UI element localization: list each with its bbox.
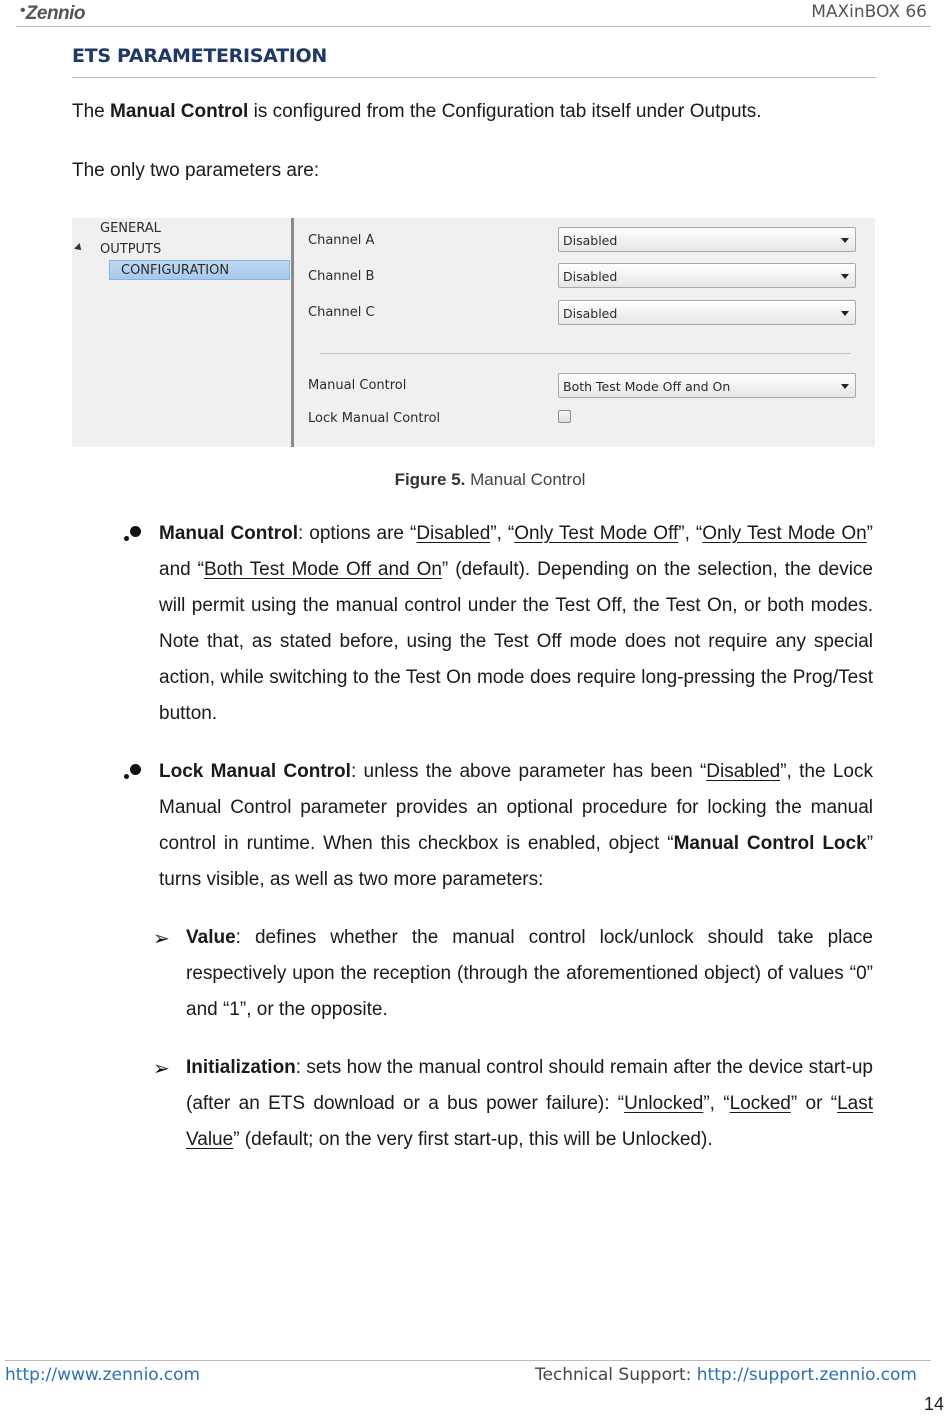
lock-text-1: : unless the above parameter has been “ [350,761,707,782]
checkbox-lock-manual-control[interactable] [558,410,571,423]
intro-text-suffix: is configured from the Configuration tab itself under Outputs. [248,101,762,122]
initialization-title: Initialization [186,1057,296,1078]
manual-control-title: Manual Control [159,523,298,544]
label-channel-a: Channel A [308,233,375,248]
caption-label: Figure 5. [394,470,466,489]
lock-manual-control-title: Lock Manual Control [159,761,351,782]
dropdown-value: Disabled [563,269,618,284]
document-title: MAXinBOX 66 [811,2,927,22]
object-manual-control-lock: Manual Control Lock [673,833,867,854]
support-link[interactable]: http://support.zennio.com [696,1365,917,1385]
option-only-test-mode-on: Only Test Mode On [702,523,867,544]
label-channel-b: Channel B [308,269,375,284]
init-text-3: ” or “ [790,1093,838,1114]
intro-paragraph [72,101,762,123]
value-title: Value [186,927,236,948]
option-locked: Locked [729,1093,791,1114]
intro-paragraph-2: The only two parameters are: [72,160,320,181]
label-lock-manual-control: Lock Manual Control [308,411,441,426]
header-divider [16,26,931,27]
value-text: : defines whether the manual control lock/unlock should take place respectively upon the reception (through the aforementioned object) of values “0” and “1”, or the opposite. [186,927,873,1020]
tree-item-outputs[interactable]: OUTPUTS [100,242,162,257]
dropdown-manual-control[interactable] [558,373,856,398]
logo-text: Zennio [25,3,86,24]
footer-support [535,1365,917,1385]
dropdown-value: Disabled [563,233,618,248]
support-label: Technical Support: [534,1365,697,1385]
arrow-bullet-icon: ➢ [153,1058,170,1080]
label-manual-control: Manual Control [308,378,407,393]
option-both-test-modes: Both Test Mode Off and On [203,559,442,580]
section-title: ETS PARAMETERISATION [72,45,327,67]
zennio-logo: •Zennio [20,2,86,24]
init-text-4: ” (default; on the very first start-up, this will be Unlocked). [233,1129,713,1150]
bullet-icon [124,764,142,780]
tree-item-general[interactable]: GENERAL [100,221,161,236]
manual-control-desc-text: (default). Depending on the selection, the device will permit using the manual control under the Test Off, the Test On, or both modes. Note that, as stated before, using the Test Off mode does not require any special action, while switching to the Test On mode does require long-pressing the Prog/Test button. [159,559,873,724]
label-channel-c: Channel C [308,305,375,320]
manual-control-description: Manual Control: options are “Disabled”, “Only Test Mode Off”, “Only Test Mode On” and “Both Test Mode Off and On” (default). Depending on the selection, the device will permit using the manual control under the Test Off, the Test On, or both modes. Note that, as stated before, using the Test Off mode does not require any special action, while switching to the Test On mode does require long-pressing the Prog/Test button. [159,523,873,724]
dropdown-value: Both Test Mode Off and On [563,379,731,394]
lock-manual-control-description [159,754,873,898]
tree-item-configuration[interactable]: CONFIGURATION [121,263,230,278]
initialization-description [186,1050,873,1158]
expand-arrow-icon[interactable] [74,243,84,253]
dropdown-value: Disabled [563,306,618,321]
intro-bold-term: Manual Control [110,101,249,122]
lock-text-3: ” turns visible, as well as two more parameters: [159,833,874,890]
section-divider [72,77,876,78]
arrow-bullet-icon: ➢ [153,928,170,950]
footer-website-link[interactable]: http://www.zennio.com [5,1365,201,1385]
footer-divider [5,1360,931,1361]
option-disabled: Disabled [706,761,781,782]
dropdown-channel-a[interactable] [558,227,856,252]
option-only-test-mode-off: Only Test Mode Off [514,523,679,544]
chevron-down-icon [841,238,849,243]
lock-text-2: ”, the Lock Manual Control parameter provides an optional procedure for locking the manual control in runtime. When this checkbox is enabled, object “ [159,761,873,854]
chevron-down-icon [841,384,849,389]
dropdown-channel-c[interactable] [558,300,856,325]
option-last-value: Last Value [186,1093,873,1150]
chevron-down-icon [841,311,849,316]
ets-screenshot [72,218,875,447]
page-number: 14 [923,1394,944,1414]
value-description [186,920,873,1028]
intro-text-prefix: The [72,101,111,122]
bullet-icon [124,526,142,542]
caption-text: Manual Control [465,470,586,489]
init-text-1: : sets how the manual control should remain after the device start-up (after an ETS download or a bus power failure): “ [186,1057,873,1114]
init-text-2: ”, “ [703,1093,730,1114]
option-unlocked: Unlocked [624,1093,704,1114]
option-disabled: Disabled [416,523,491,544]
parameter-separator [320,353,851,354]
tree-pane [72,218,291,447]
figure-caption [0,470,950,490]
parameter-pane [294,218,875,447]
dropdown-channel-b[interactable] [558,263,856,288]
chevron-down-icon [841,274,849,279]
